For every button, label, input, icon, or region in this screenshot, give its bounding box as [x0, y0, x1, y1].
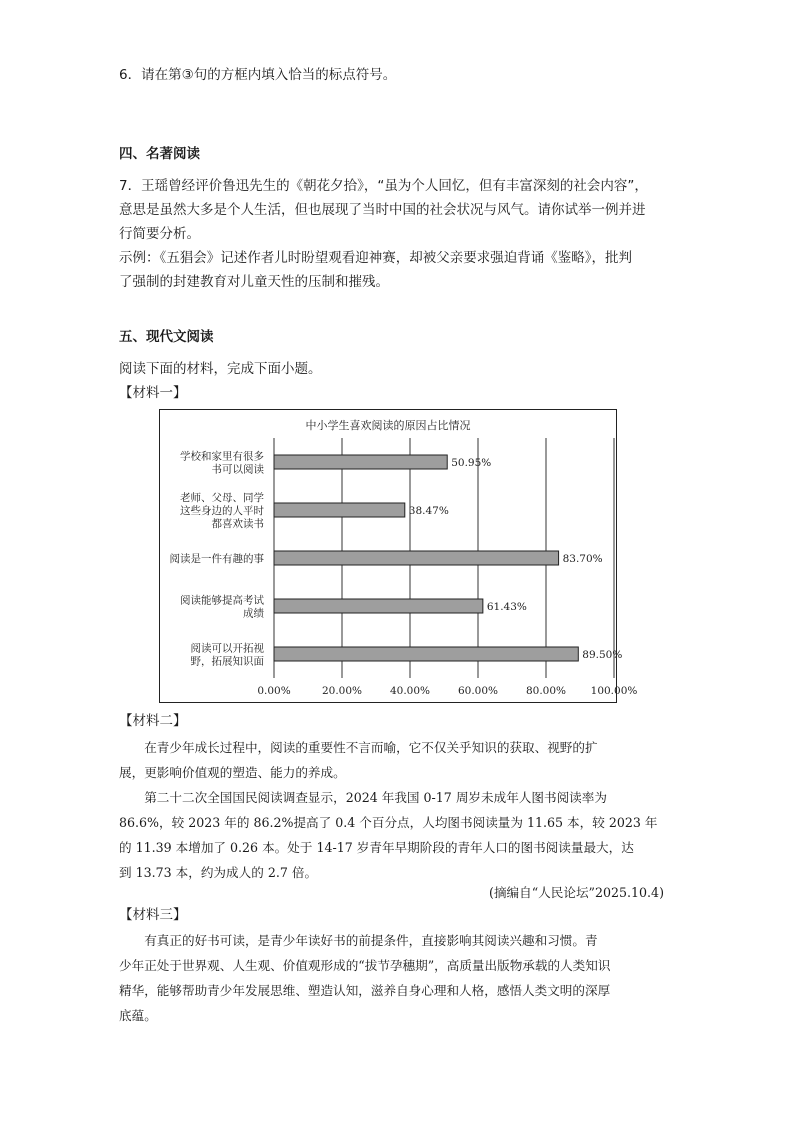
material-2-paragraph-2-line-4: 到 13.73 本，约为成人的 2.7 倍。 — [119, 865, 318, 880]
x-tick-label: 0.00% — [257, 685, 291, 697]
bar-value-label: 38.47% — [408, 505, 449, 517]
category-label: 阅读能够提高考试 — [180, 594, 264, 607]
question-7-line-3: 行简要分析。 — [119, 226, 200, 242]
category-label: 野，拓展知识面 — [190, 655, 264, 668]
chart-title: 中小学生喜欢阅读的原因占比情况 — [305, 419, 471, 432]
category-label: 都喜欢读书 — [211, 518, 264, 530]
material-3-body — [119, 928, 664, 1028]
category-label: 学校和家里有很多 — [180, 450, 264, 463]
example-line-1: 示例：《五猖会》记述作者儿时盼望观看迎神赛，却被父亲要求强迫背诵《鉴略》，批判 — [119, 250, 632, 266]
x-tick-label: 100.00% — [590, 685, 638, 697]
question-7-line-2: 意思是虽然大多是个人生活，但也展现了当时中国的社会状况与风气。请你试举一例并进 — [119, 202, 646, 218]
question-7-line-1: 7．王瑶曾经评价鲁迅先生的《朝花夕拾》，“虽为个人回忆，但有丰富深刻的社会内容”， — [119, 178, 648, 194]
bar — [274, 551, 559, 565]
x-tick-label: 80.00% — [525, 685, 567, 697]
material-3-line-4: 底蕴。 — [119, 1008, 157, 1023]
section-heading-modern-reading: 五、现代文阅读 — [119, 329, 214, 345]
bar-value-label: 89.50% — [582, 649, 623, 661]
category-label: 阅读是一件有趣的事 — [169, 553, 264, 565]
bar-value-label: 50.95% — [451, 457, 492, 469]
material-2-body — [119, 735, 664, 885]
material-1-label: 【材料一】 — [119, 385, 187, 401]
x-tick-label: 40.00% — [389, 685, 431, 697]
reading-instruction: 阅读下面的材料，完成下面小题。 — [119, 361, 322, 377]
material-2-paragraph-1-line-2: 展，更影响价值观的塑造、能力的养成。 — [119, 765, 346, 780]
material-2-source: (摘编自“人民论坛”2025.10.4) — [489, 885, 664, 900]
section-heading-classics: 四、名著阅读 — [119, 146, 200, 162]
chart-canvas — [160, 410, 638, 702]
x-tick-label: 20.00% — [321, 685, 363, 697]
material-3-line-2: 少年正处于世界观、人生观、价值观形成的“拔节孕穗期”，高质量出版物承载的人类知识 — [119, 958, 611, 973]
question-6: 6．请在第③句的方框内填入恰当的标点符号。 — [119, 67, 397, 83]
bar — [274, 647, 578, 661]
reading-reasons-chart — [159, 409, 638, 703]
category-label: 成绩 — [243, 607, 264, 620]
category-label: 老师、父母、同学 — [180, 492, 264, 504]
material-2-paragraph-2-line-3: 的 11.39 本增加了 0.26 本。处于 14-17 岁青年早期阶段的青年人口的图书阅读量最大，达 — [119, 840, 634, 855]
bar — [274, 503, 405, 517]
material-2-label: 【材料二】 — [119, 713, 187, 729]
bar-value-label: 83.70% — [562, 553, 603, 565]
material-3-line-1: 有真正的好书可读，是青少年读好书的前提条件，直接影响其阅读兴趣和习惯。青 — [144, 933, 598, 948]
category-label: 这些身边的人平时 — [180, 505, 264, 517]
bar-value-label: 61.43% — [486, 601, 527, 613]
material-2-paragraph-2-line-1: 第二十二次全国国民阅读调查显示，2024 年我国 0-17 周岁未成年人图书阅读率为 — [144, 790, 607, 805]
material-2-paragraph-2-line-2: 86.6%，较 2023 年的 86.2%提高了 0.4 个百分点，人均图书阅读量为 11.65 本，较 2023 年 — [119, 815, 658, 830]
material-2-paragraph-1-line-1: 在青少年成长过程中，阅读的重要性不言而喻，它不仅关乎知识的获取、视野的扩 — [144, 740, 598, 755]
category-label: 书可以阅读 — [211, 463, 264, 476]
material-3-label: 【材料三】 — [119, 907, 187, 923]
material-3-line-3: 精华，能够帮助青少年发展思维、塑造认知，滋养自身心理和人格，感悟人类文明的深厚 — [119, 983, 611, 998]
x-tick-label: 60.00% — [457, 685, 499, 697]
bar — [274, 599, 483, 613]
example-line-2: 了强制的封建教育对儿童天性的压制和摧残。 — [119, 274, 389, 290]
bar — [274, 455, 447, 469]
category-label: 阅读可以开拓视 — [190, 642, 264, 655]
